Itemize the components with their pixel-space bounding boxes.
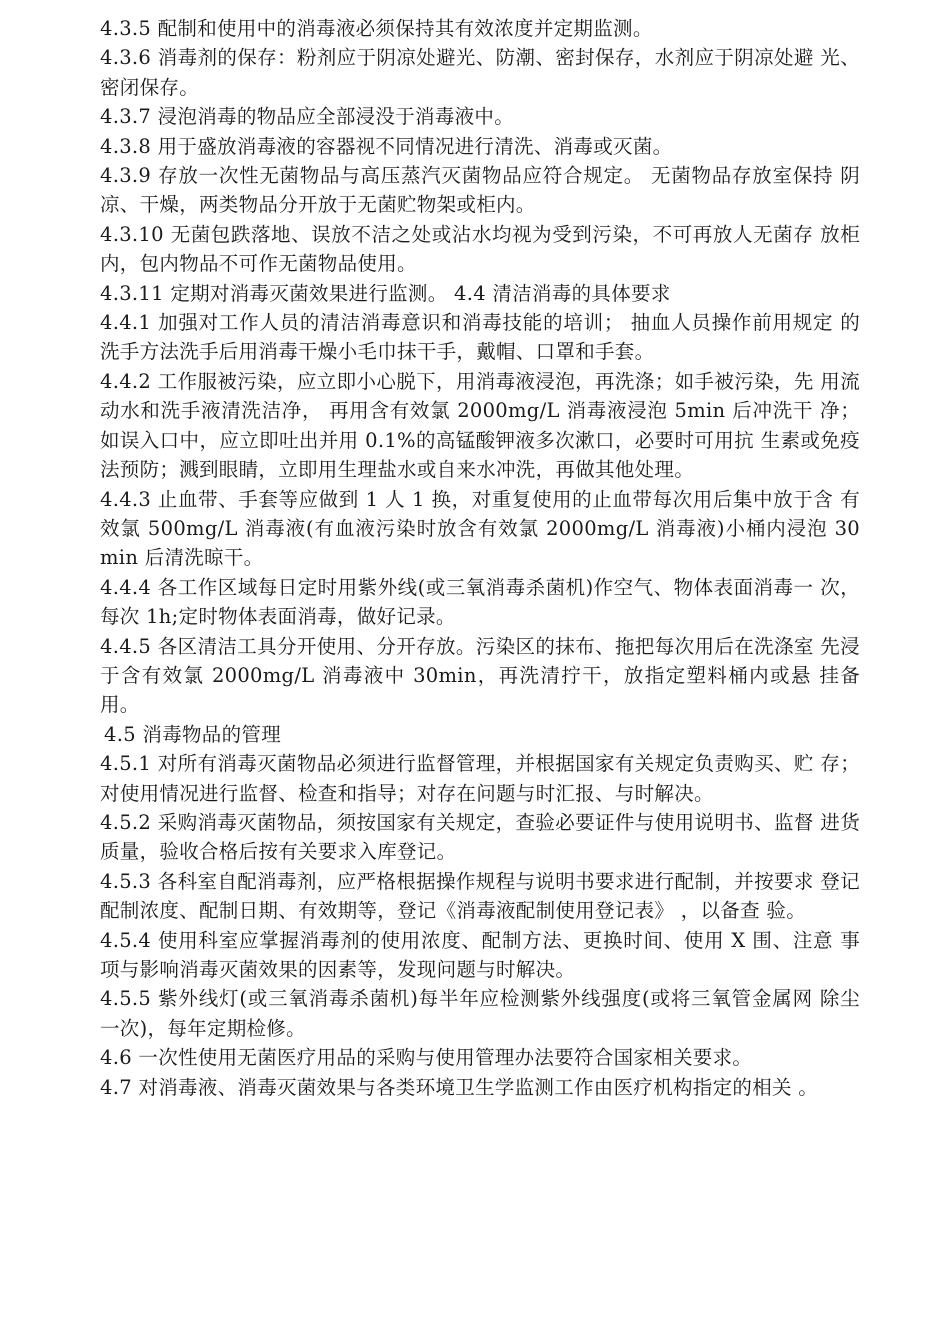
- paragraph-4-6: 4.6 一次性使用无菌医疗用品的采购与使用管理办法要符合国家相关要求。: [100, 1046, 753, 1070]
- paragraph-4-3-11: 4.3.11 定期对消毒灭菌效果进行监测。 4.4 清洁消毒的具体要求: [100, 281, 671, 305]
- paragraph-4-5-2: 4.5.2 采购消毒灭菌物品，须按国家有关规定，查验必要证件与使用说明书、监督 进货质量，验收合格后按有关要求入库登记。: [100, 810, 860, 864]
- paragraph-4-4-5: 4.4.5 各区清洁工具分开使用、分开存放。污染区的抹布、拖把每次用后在洗涤室 先浸于含有效氯 2000mg/L 消毒液中 30min，再洗清拧干，放指定塑料桶内或悬 挂备用。: [100, 634, 860, 717]
- paragraph-4-5-1: 4.5.1 对所有消毒灭菌物品必须进行监督管理，并根据国家有关规定负责购买、贮 存；对使用情况进行监督、检查和指导；对存在问题与时汇报、与时解决。: [100, 752, 860, 805]
- paragraph-4-4-1: 4.4.1 加强对工作人员的清洁消毒意识和消毒技能的培训； 抽血人员操作前用规定 的洗手方法洗手后用消毒干燥小毛巾抹干手，戴帽、口罩和手套。: [100, 311, 860, 364]
- paragraph-4-4-4: 4.4.4 各工作区域每日定时用紫外线(或三氧消毒杀菌机)作空气、物体表面消毒一 次，每次 1h;定时物体表面消毒，做好记录。: [100, 575, 860, 629]
- paragraph-4-3-5: 4.3.5 配制和使用中的消毒液必须保持其有效浓度并定期监测。: [100, 17, 653, 40]
- paragraph-4-5-3: 4.5.3 各科室自配消毒剂，应严格根据操作规程与说明书要求进行配制，并按要求 登记配制浓度、配制日期、有效期等，登记《消毒液配制使用登记表》 ，以备查 验。: [100, 869, 860, 923]
- paragraph-4-3-8: 4.3.8 用于盛放消毒液的容器视不同情况进行清洗、消毒或灭菌。: [100, 134, 673, 158]
- paragraph-4-7: 4.7 对消毒液、消毒灭菌效果与各类环境卫生学监测工作由医疗机构指定的相关 。: [100, 1075, 819, 1099]
- paragraph-4-3-6: 4.3.6 消毒剂的保存：粉剂应于阴凉处避光、防潮、密封保存，水剂应于阴凉处避 光、密闭保存。: [100, 46, 860, 99]
- paragraph-4-3-7: 4.3.7 浸泡消毒的物品应全部浸没于消毒液中。: [100, 105, 515, 129]
- paragraph-4-4-2: 4.4.2 工作服被污染，应立即小心脱下，用消毒液浸泡，再洗涤；如手被污染，先 用流动水和洗手液清洗洁净， 再用含有效氯 2000mg/L 消毒液浸泡 5min 后冲洗干 净；如误入口中，应立即吐出并用 0.1%的高锰酸钾液多次漱口，必要时可用抗 生素或免疫法预防；溅到眼睛，立即用生理盐水或自来水冲洗，再做其他处理。: [100, 369, 860, 482]
- paragraph-4-5-5: 4.5.5 紫外线灯(或三氧消毒杀菌机)每半年应检测紫外线强度(或将三氧管金属网 除尘一次)，每年定期检修。: [100, 987, 860, 1040]
- paragraph-4-4-3: 4.4.3 止血带、手套等应做到 1 人 1 换，对重复使用的止血带每次用后集中放于含 有效氯 500mg/L 消毒液(有血液污染时放含有效氯 2000mg/L 消毒液)小桶内浸泡 30min 后清洗晾干。: [100, 487, 860, 570]
- document-page: [100, 14, 860, 1102]
- paragraph-4-5-4: 4.5.4 使用科室应掌握消毒剂的使用浓度、配制方法、更换时间、使用 X 围、注意 事项与影响消毒灭菌效果的因素等，发现问题与时解决。: [100, 928, 860, 981]
- section-heading-4-5: 4.5 消毒物品的管理: [104, 722, 282, 746]
- paragraph-4-3-9: 4.3.9 存放一次性无菌物品与高压蒸汽灭菌物品应符合规定。 无菌物品存放室保持 阴凉、干燥，两类物品分开放于无菌贮物架或柜内。: [100, 164, 860, 217]
- paragraph-4-3-10: 4.3.10 无菌包跌落地、误放不洁之处或沾水均视为受到污染，不可再放人无菌存 放柜内，包内物品不可作无菌物品使用。: [100, 222, 860, 276]
